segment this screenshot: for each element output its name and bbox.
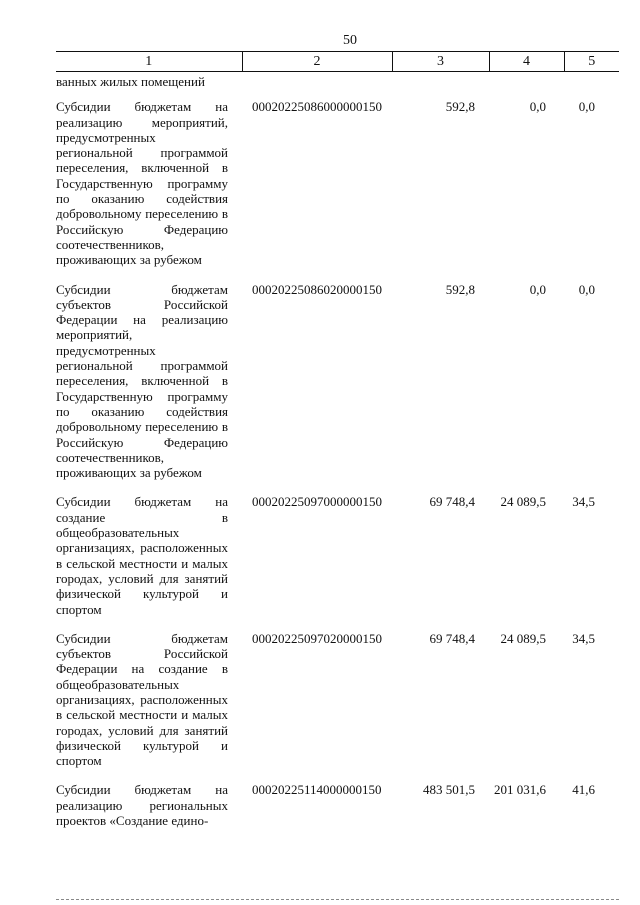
row-value-col3: 592,8: [445, 281, 475, 297]
bottom-rule: [56, 899, 619, 900]
row-value-col4: 0,0: [529, 99, 546, 115]
row-value-col5: 34,5: [572, 630, 595, 646]
row-name: Субсидии бюджетам на реализацию мероприятий, предусмотренных региональной программой переселения, включенной в Государственную программу по оказанию содействия добровольному переселению в Российскую Федерацию соотечественников, проживающих за рубежом: [56, 99, 228, 268]
table-row: [56, 631, 619, 783]
row-value-col4: 24 089,5: [500, 630, 546, 646]
row-code: 00020225086020000150: [252, 281, 382, 297]
row-value-col3: 483 501,5: [423, 782, 475, 798]
row-name: Субсидии бюджетам на создание в общеобразовательных организациях, расположенных в сельской местности и малых городах, условий для занятий физической культурой и спортом: [56, 494, 228, 617]
row-value-col5: 0,0: [578, 99, 595, 115]
row-code: 00020225097020000150: [252, 630, 382, 646]
table-row: [56, 782, 619, 842]
row-value-col5: 34,5: [572, 494, 595, 510]
table-header-row: [56, 52, 619, 72]
row-value-col4: 24 089,5: [500, 494, 546, 510]
column-header: 3: [392, 52, 489, 72]
row-name: Субсидии бюджетам субъектов Российской Федерации на реализацию мероприятий, предусмотренных региональной программой переселения, включенной в Государственную программу по оказанию содействия добровольному переселению в Российскую Федерацию соотечественников, проживающих за рубежом: [56, 281, 228, 481]
table-row-continuation: [56, 72, 619, 100]
row-value-col5: 0,0: [578, 281, 595, 297]
row-code: 00020225097000000150: [252, 494, 382, 510]
column-header: 5: [564, 52, 619, 72]
table-row: [56, 99, 619, 281]
column-header: 2: [242, 52, 392, 72]
continuation-text: ванных жилых помещений: [56, 74, 205, 89]
row-code: 00020225086000000150: [252, 99, 382, 115]
row-code: 00020225114000000150: [252, 782, 382, 798]
column-header: 4: [489, 52, 564, 72]
page-number: 50: [343, 33, 357, 48]
row-value-col5: 41,6: [572, 782, 595, 798]
row-value-col4: 0,0: [529, 281, 546, 297]
row-value-col3: 69 748,4: [429, 494, 475, 510]
row-value-col3: 592,8: [445, 99, 475, 115]
budget-table: [56, 51, 619, 842]
table-row: [56, 282, 619, 495]
row-value-col3: 69 748,4: [429, 630, 475, 646]
row-name: Субсидии бюджетам на реализацию региональных проектов «Создание едино-: [56, 782, 228, 829]
row-name: Субсидии бюджетам субъектов Российской Федерации на создание в общеобразовательных организациях, расположенных в сельской местности и малых городах, условий для занятий физической культурой и спортом: [56, 630, 228, 769]
column-header: 1: [56, 52, 242, 72]
row-value-col4: 201 031,6: [494, 782, 546, 798]
table-row: [56, 494, 619, 630]
